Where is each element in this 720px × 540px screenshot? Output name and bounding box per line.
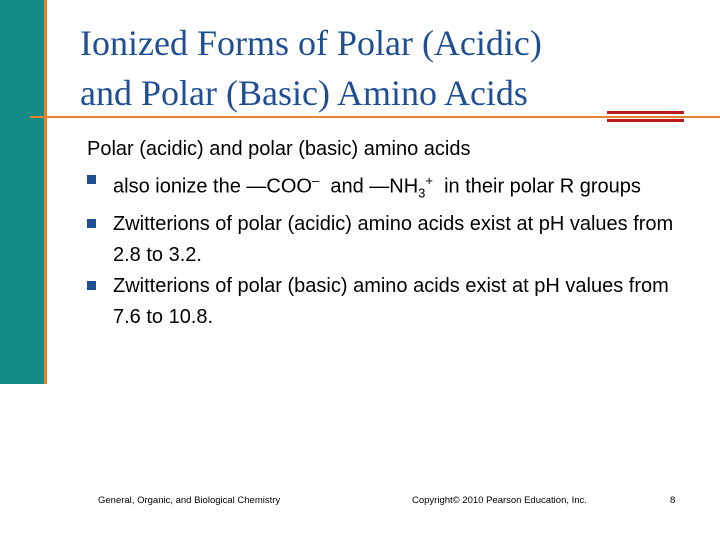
bullet-text-part: in their polar R groups	[432, 175, 641, 198]
subscript-3: 3	[418, 185, 426, 201]
title-accent-top	[607, 111, 684, 114]
charge-minus: –	[311, 173, 320, 188]
bullet-item	[87, 165, 697, 209]
bullet-item	[87, 209, 697, 271]
page-number: 8	[670, 495, 676, 506]
intro-text: Polar (acidic) and polar (basic) amino acids	[87, 138, 471, 160]
bullet-square-icon	[87, 281, 96, 290]
bullet-text: Zwitterions of polar (basic) amino acids exist at pH values from 7.6 to 10.8.	[113, 274, 669, 328]
bullet-square-icon	[87, 219, 96, 228]
bullet-square-icon	[87, 175, 96, 184]
bullet-text: Zwitterions of polar (acidic) amino acids exist at pH values from 2.8 to 3.2.	[113, 212, 674, 266]
title-accent-bottom	[607, 119, 684, 122]
charge-plus: +	[425, 173, 433, 188]
bullet-text-part: also ionize the —COO	[113, 175, 312, 198]
footer-copyright: Copyright© 2010 Pearson Education, Inc.	[412, 495, 587, 506]
bullet-text-part: and —NH	[319, 175, 419, 198]
bullet-item	[87, 271, 697, 333]
slide-title	[80, 18, 700, 118]
sidebar-edge-decoration	[44, 0, 47, 384]
sidebar-decoration	[0, 0, 47, 384]
title-line-1: Ionized Forms of Polar (Acidic)	[80, 23, 542, 63]
slide-body	[87, 134, 697, 333]
title-line-2: and Polar (Basic) Amino Acids	[80, 73, 528, 113]
bullet-list	[87, 165, 697, 333]
title-underline	[30, 116, 720, 118]
footer-book-title: General, Organic, and Biological Chemistry	[98, 495, 281, 506]
